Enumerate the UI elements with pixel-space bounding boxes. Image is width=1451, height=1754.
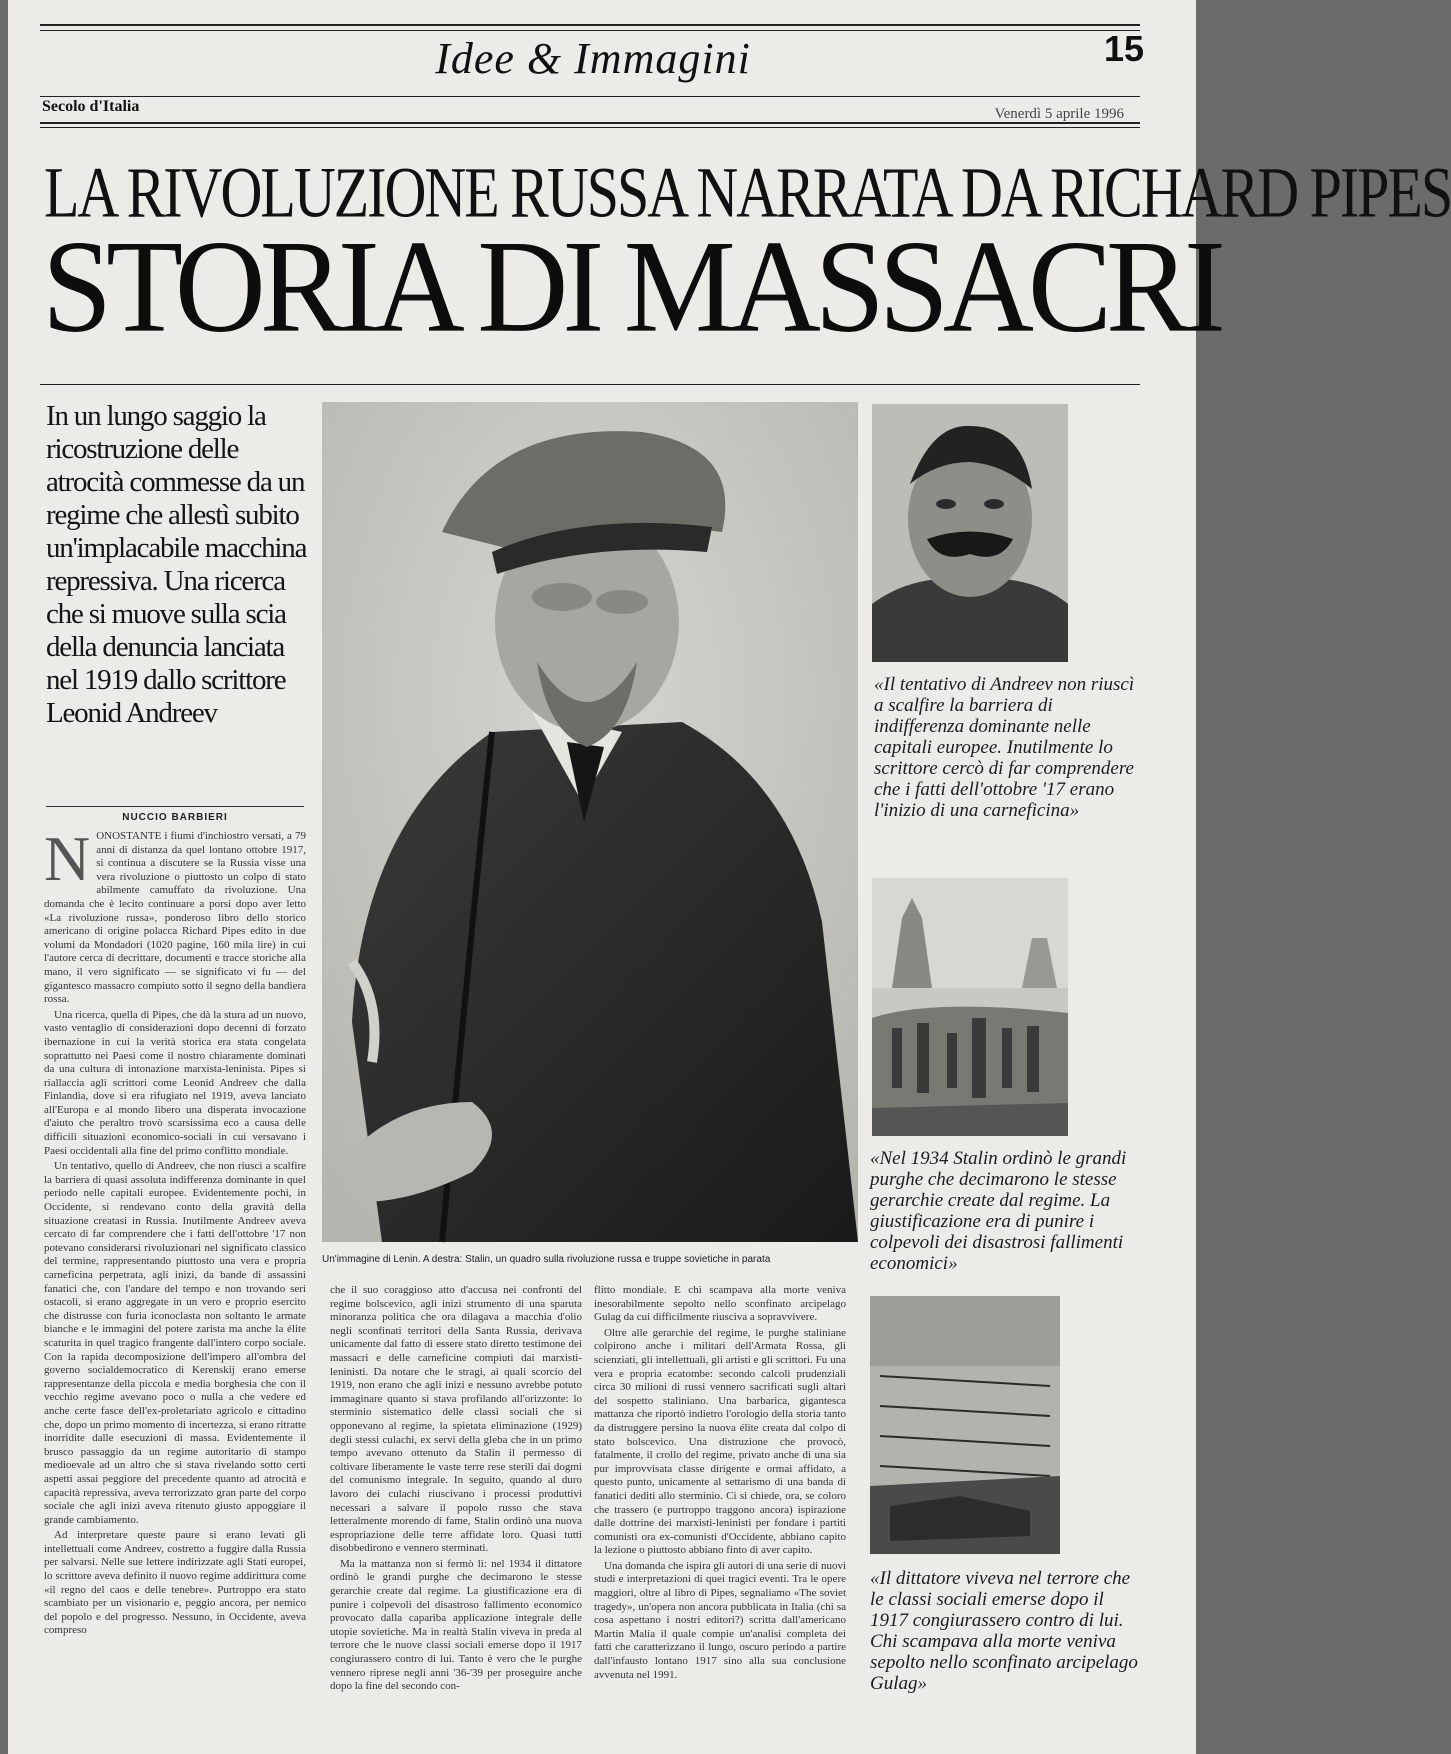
- page-number: 15: [1103, 28, 1144, 69]
- newspaper-page: [8, 0, 1451, 1754]
- article-paragraph: che il suo coraggioso atto d'accusa nei confronti del regime bolscevico, agli inizi strumento di una sparuta minoranza politica che ora dilagava a macchia d'olio negli sconfinati territori della Santa Russia, derivava unicamente dal fatto di essere stato diretto testimone dei massacri e delle carneficine compiuti dai marxisti-leninisti. Da notare che le stragi, ai quali scorcio del 1919, non erano che agli inizi e nessuno avrebbe potuto immaginare quanto si stava profilando all'orizzonte: lo sterminio sistematico delle classi sociali che si opponevano al regime, la spietata eliminazione (1929) degli stessi culachi, ex servi della gleba che in un primo tempo avevano ottenuto da Stalin il permesso di coltivare liberamente le vaste terre rese sterili dai dogmi del comunismo integrale. In seguito, quando al duro lavoro dei culachi riuscivano i processi produttivi necessari a salvare il popolo russo che stava letteralmente morendo di fame, Stalin ordinò una nuova espropriazione delle terre affidate loro. Quasi tutti disobbedirono e vennero sterminati.: [330, 1284, 582, 1555]
- issue-date: Venerdì 5 aprile 1996: [994, 106, 1124, 122]
- pull-quote-3: «Il dittatore viveva nel terrore che le classi sociali emerse dopo il 1917 congiurassero contro di lui. Chi scampava alla morte veniva sepolto nello sconfinato arcipelago Gulag»: [870, 1568, 1138, 1694]
- headline-rule: [40, 384, 1140, 385]
- article-body-column-3: [594, 1284, 846, 1744]
- header-rule-bottom-3: [40, 127, 1140, 128]
- byline-rule: [46, 806, 304, 807]
- section-title-block: [408, 14, 778, 104]
- article-paragraph: Una domanda che ispira gli autori di una serie di nuovi studi e interpretazioni di quei tragici eventi. Tra le opere maggiori, oltre al libro di Pipes, segnaliamo «The soviet tragedy», un'opera non ancora pubblicata in Italia (chi sa cosa aspettano i nostri editori?) scritta dall'americano Martin Malia il quale compie un'analisi completa dei fatti che caratterizzano il lungo, oscuro periodo a partire dall'infausto lontano 1917 sino alla sua conclusione avvenuta nel 1991.: [594, 1559, 846, 1681]
- revolution-painting-image: [872, 878, 1068, 1136]
- header-rule-bottom-2: [40, 122, 1140, 124]
- side-photo-painting: [872, 878, 1068, 1136]
- article-paragraph: Una ricerca, quella di Pipes, che dà la stura ad un nuovo, vasto ventaglio di considerazioni dopo decenni di forzato ibernazione in cui la verità storica era stata congelata soprattutto nei Paesi come il nostro chiaramente dominati da una cultura di intonazione marxista-leninista. Pipes si riallaccia agli scrittori come Leonid Andreev che dalla Finlandia, dove si era rifugiato nel 1919, aveva lanciato all'Europa e al mondo libero una disperata invocazione d'aiuto che peraltro trovò scarsissima eco a causa delle difficili situazioni economico-sociali in cui versavano i Paesi occidentali alla fine del primo conflitto mondiale.: [44, 1008, 306, 1157]
- article-body-column-1: [44, 823, 306, 1740]
- article-paragraph: Un tentativo, quello di Andreev, che non riuscì a scalfire la barriera di quasi assoluta indifferenza dominante in quel periodo nelle capitali europee. Evidentemente pochi, in Occidente, si rendevano conto della gravità della situazione creatasi in Russia. Inutilmente Andreev aveva cercato di far comprendere che i fatti dell'ottobre '17 non potevano considerarsi rivoluzionari nel significato classico del termine, rappresentando piuttosto una vera e propria carneficina perpetrata, agli inizi, da bande di assassini fanatici che, con l'andare del tempo e non trovando seri ostacoli, si erano aggregate in un vero e proprio esercito che distrusse con furia iconoclasta non soltanto le armate bianche e le immagini del potere zarista ma anche la élite scaturita in quel tragico frangente dall'intero corpo sociale. Con la rapida decomposizione dell'impero all'ombra del governo socialdemocratico di Kerenskij erano emerse rappresentanze della piccola e media borghesia che con il vecchio regime avevano poco o nulla a che vedere ed anche certe fasce dell'ex-proletariato agricolo e cittadino che, dopo un primo momento di incertezza, si erano ritratte inorridite dalle esecuzioni di massa. Evidentemente il brusco passaggio da un regime autoritario di stampo medioevale ad un altro che si stava rivelando sotto certi aspetti assai peggiore del precedente quanto ad atrocità e capacità repressiva, aveva terrorizzato gran parte del corpo sociale che agli inizi aveva ritenuto giusto appoggiare il grande cambiamento.: [44, 1160, 306, 1526]
- pull-quote-2: «Nel 1934 Stalin ordinò le grandi purghe che decimarono le stesse gerarchie create dal regime. La giustificazione era di punire i colpevoli dei disastrosi fallimenti economici»: [870, 1148, 1127, 1274]
- main-photo-caption: Un'immagine di Lenin. A destra: Stalin, un quadro sulla rivoluzione russa e truppe sovietiche in parata: [322, 1254, 771, 1265]
- article-paragraph: Ad interpretare queste paure si erano levati gli intellettuali come Andreev, costretto a fuggire dalla Russia per salvarsi. Nelle sue lettere indirizzate agli Stati europei, lo scrittore aveva definito il nuovo regime addirittura come «il regno del caos e delle tenebre». Purtroppo era stato scambiato per un visionario e, peggio ancora, per nemico del popolo e del progresso. Nessuno, in Occidente, aveva compreso: [44, 1529, 306, 1637]
- side-photo-troops: [870, 1296, 1060, 1554]
- side-photo-stalin: [872, 404, 1068, 662]
- pull-quote-1: «Il tentativo di Andreev non riuscì a scalfire la barriera di indifferenza dominante nelle capitali europee. Inutilmente lo scrittore cercò di far comprendere che i fatti dell'ottobre '17 erano l'inizio di una carneficina»: [874, 674, 1135, 821]
- troops-parade-image: [870, 1296, 1060, 1554]
- article-byline: NUCCIO BARBIERI: [122, 812, 228, 823]
- article-paragraph: Ma la mattanza non si fermò lì: nel 1934 il dittatore ordinò le grandi purghe che decimarono le stesse gerarchie create dal regime. La giustificazione era di punire i colpevoli del disastroso fallimento economico provocato dalla capariba applicazione integrale delle utopie sovietiche. Ma in realtà Stalin viveva in preda al terrore che le nuove classi sociali emerse dopo il 1917 congiurassero contro di lui. Tanto è vero che le purghe vennero riprese negli anni '36-'39 per proseguire anche dopo la fine del secondo con-: [330, 1557, 582, 1693]
- article-paragraph: flitto mondiale. E chi scampava alla morte veniva inesorabilmente sepolto nello sconfinato arcipelago Gulag da cui difficilmente riusciva a sopravvivere.: [594, 1284, 846, 1324]
- article-kicker: LA RIVOLUZIONE RUSSA NARRATA DA RICHARD PIPES: [44, 151, 1451, 233]
- newspaper-name: Secolo d'Italia: [42, 98, 140, 115]
- section-title: Idee & Immagini: [435, 34, 751, 83]
- main-photo-lenin: [322, 402, 858, 1242]
- article-headline: STORIA DI MASSACRI: [42, 214, 1220, 361]
- main-photo-image: [322, 402, 858, 1242]
- article-paragraph: Oltre alle gerarchie del regime, le purghe staliniane colpirono anche i militari dell'Armata Rossa, gli scienziati, gli intellettuali, gli artisti e gli scrittori. Fu una vera e propria ecatombe: secondo calcoli prudenziali circa 30 milioni di russi vennero sacrificati sugli altari del sospetto staliniano. Una barbarica, gigantesca mattanza che riportò indietro l'orologio della storia tanto da distruggere persino la nuova élite creata dal colpo di stato bolscevico. Una distruzione che provocò, fatalmente, il crollo del regime, privato anche di una sia pur improvvisata classe dirigente e ormai affidato, a questo punto, unicamente al settarismo di una banda di fanatici dediti allo sterminio. Ci si chiede, ora, se coloro che trassero (e purtroppo traggono ancora) ispirazione dalle dottrine dei marxisti-leninisti per fondare i partiti comunisti ora ex-comunisti d'Occidente, abbiano capito la lezione o piuttosto abbiano finto di aver capito.: [594, 1326, 846, 1557]
- drop-cap: N: [44, 823, 91, 894]
- article-deck: In un lungo saggio la ricostruzione delle atrocità commesse da un regime che allestì subito un'implacabile macchina repressiva. Una ricerca che si muove sulla scia della denuncia lanciata nel 1919 dallo scrittore Leonid Andreev: [46, 400, 307, 729]
- article-paragraph: ONOSTANTE i fiumi d'inchiostro versati, a 79 anni di distanza da quel lontano ottobre 1917, si continua a discutere se la Russia visse una vera rivoluzione o piuttosto un colpo di stato abilmente camuffato da rivoluzione. Una domanda che è lecito continuare a porsi dopo aver letto «La rivoluzione russa», ponderoso libro dello storico americano di origine polacca Richard Pipes edito in due volumi da Mondadori (1020 pagine, 160 mila lire) in cui l'autore cerca di decrittare, documenti e tracce storiche alla mano, il vero significato — se significato vi fu — del gigantesco massacro compiuto sotto il segno della bandiera rossa.: [44, 830, 306, 1006]
- article-body-column-2: [330, 1284, 582, 1744]
- stalin-portrait-image: [872, 404, 1068, 662]
